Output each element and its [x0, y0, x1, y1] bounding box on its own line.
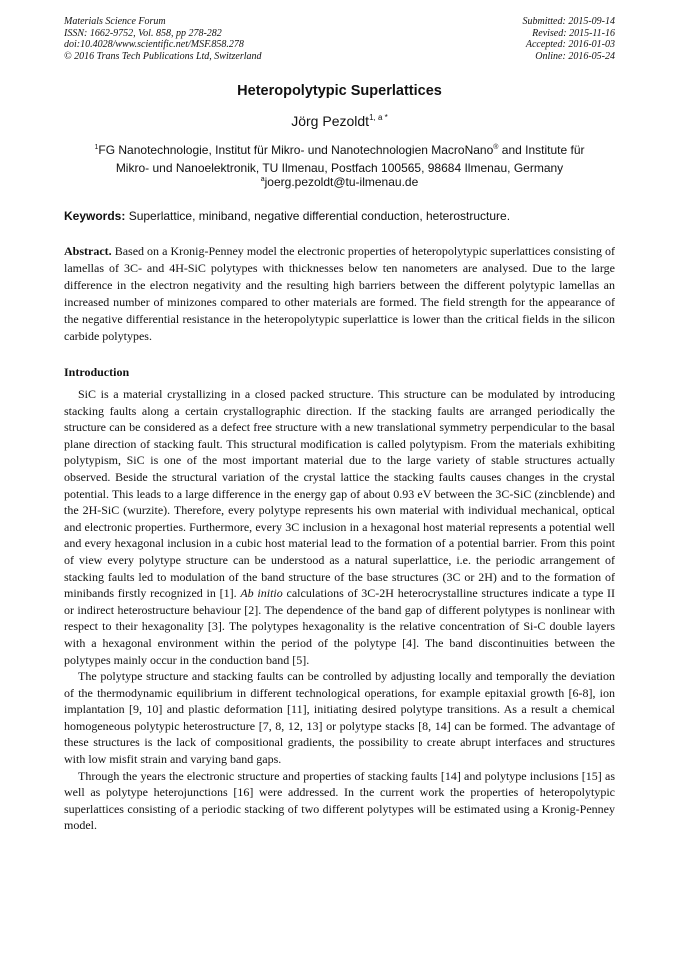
doi: doi:10.4028/www.scientific.net/MSF.858.278: [64, 39, 244, 50]
abstract-text: Based on a Kronig-Penney model the electronic properties of heteropolytypic superlattices consisting of lamellas of 3C- and 4H-SiC polytypes with thicknesses below ten nanometers are analysed. Due to the large difference in the electron negativity and the resulting high barriers between the different polytypic lamellas an increased number of minizones compared to other materials are formed. The field strength for the appearance of the negative differential resistance in the heteropolytypic superlattice is lower than the critical fields in the silicon carbide polytypes.: [64, 244, 615, 343]
author-name: Jörg Pezoldt: [291, 113, 370, 129]
affiliation-line1: FG Nanotechnologie, Institut für Mikro- und Nanotechnologien MacroNano: [98, 143, 494, 157]
paragraph-1: [64, 386, 615, 668]
introduction-body: [64, 386, 615, 834]
paragraph-1-italic: Ab initio: [240, 586, 283, 601]
paragraph-3: Through the years the electronic structure and properties of stacking faults [14] and polytype inclusions [15] as well as polytype heterojunctions [16] were addressed. In the current work the properties of heteropolytypic superlattices consisting of a periodic stacking of two different polytypes will be estimated using a Kronig-Penney model.: [64, 768, 615, 833]
keywords-text: Superlattice, miniband, negative differential conduction, heterostructure.: [125, 209, 511, 223]
email-superscript: a: [260, 176, 265, 183]
revised-date: Revised: 2015-11-16: [532, 27, 615, 39]
section-heading: Introduction: [64, 365, 130, 379]
copyright: © 2016 Trans Tech Publications Ltd, Switzerland: [64, 50, 262, 62]
affiliation-superscript: 1: [94, 144, 99, 151]
paragraph-1-b: calculations of 3C-2H heterocrystalline structures indicate a type II or indirect heterostructure behaviour [2]. The dependence of the band gap of different polytypes is nonlinear with respect to their hexagonality [3]. The polytypes hexagonality is the relative concentration of Si-C double layers with a hexagonal environment within the period of the polytype [4]. The band discontinuities between the polytypes mainly occur in the conduction band [5].: [64, 586, 616, 667]
publication-dates: [523, 16, 616, 62]
paper-title: Heteropolytypic Superlattices: [237, 83, 442, 99]
author-superscript: 1, a *: [369, 113, 388, 122]
email: [64, 175, 615, 189]
paragraph-1-a: SiC is a material crystallizing in a closed packed structure. This structure can be modulated by introducing stacking faults along a certain crystallographic direction. If the stacking faults are arranged periodically the structure can be considered as a defect free structure with a new translational symmetry perpendicular to the basal plane direction of stacking fault. This structural modification is called polytypism. From the materials exhibiting polytypism, SiC is one of the most important material due to the large variety of stable structures actually observed. Beside the structural variation of the crystal lattice the stacking faults causes changes in the crystal potential. This leads to a large difference in the energy gap of about 0.93 eV between the 3C-SiC (zincblende) and the 2H-SiC (wurzite). Therefore, every polytype represents his own material with individual mechanical, optical and electronic properties. Furthermore, every 3C inclusion in a hexagonal host material represents a potential well and every hexagonal inclusion in a cubic host material lead to the formation of a potential barrier. From this point of view every polytype structure can be understood as a natural superlattice, i.e. the periodic arrangement of stacking faults led to modulation of the band structure of the base structures (3C or 2H) and to the formation of minibands firstly recognized in [1].: [64, 387, 615, 601]
issn: ISSN: 1662-9752, Vol. 858, pp 278-282: [64, 27, 222, 39]
author: [64, 113, 615, 129]
online-date: Online: 2016-05-24: [535, 50, 615, 62]
publication-info: [64, 16, 262, 62]
keywords: [64, 209, 615, 223]
email-address: joerg.pezoldt@tu-ilmenau.de: [264, 175, 419, 189]
affiliation-line2: Mikro- und Nanoelektronik, TU Ilmenau, Postfach 100565, 98684 Ilmenau, Germany: [115, 160, 564, 175]
affiliation: [64, 139, 615, 177]
paragraph-2: The polytype structure and stacking faults can be controlled by adjusting locally and temporally the deviation of the thermodynamic equilibrium in different technological operations, for example epitaxial growth [6-8], ion implantation [9, 10] and plastic deformation [11], initiating desired polytype transitions. As a result a chemical homogeneous polytypic heterostructure [7, 8, 12, 13] or polytype stacks [8, 14] can be formed. The advantage of these structures is the lack of compositional gradients, the possibility to create abrupt interfaces and structures with low misfit strain and varying band gaps.: [64, 669, 615, 767]
submitted-date: Submitted: 2015-09-14: [522, 16, 615, 27]
registered-mark: ®: [493, 144, 499, 151]
abstract-label: Abstract.: [64, 244, 112, 258]
affiliation-line1-end: and Institute für: [498, 143, 585, 157]
keywords-label: Keywords:: [64, 209, 126, 223]
abstract: [64, 243, 615, 344]
accepted-date: Accepted: 2016-01-03: [525, 39, 615, 50]
journal-name: Materials Science Forum: [64, 16, 166, 27]
